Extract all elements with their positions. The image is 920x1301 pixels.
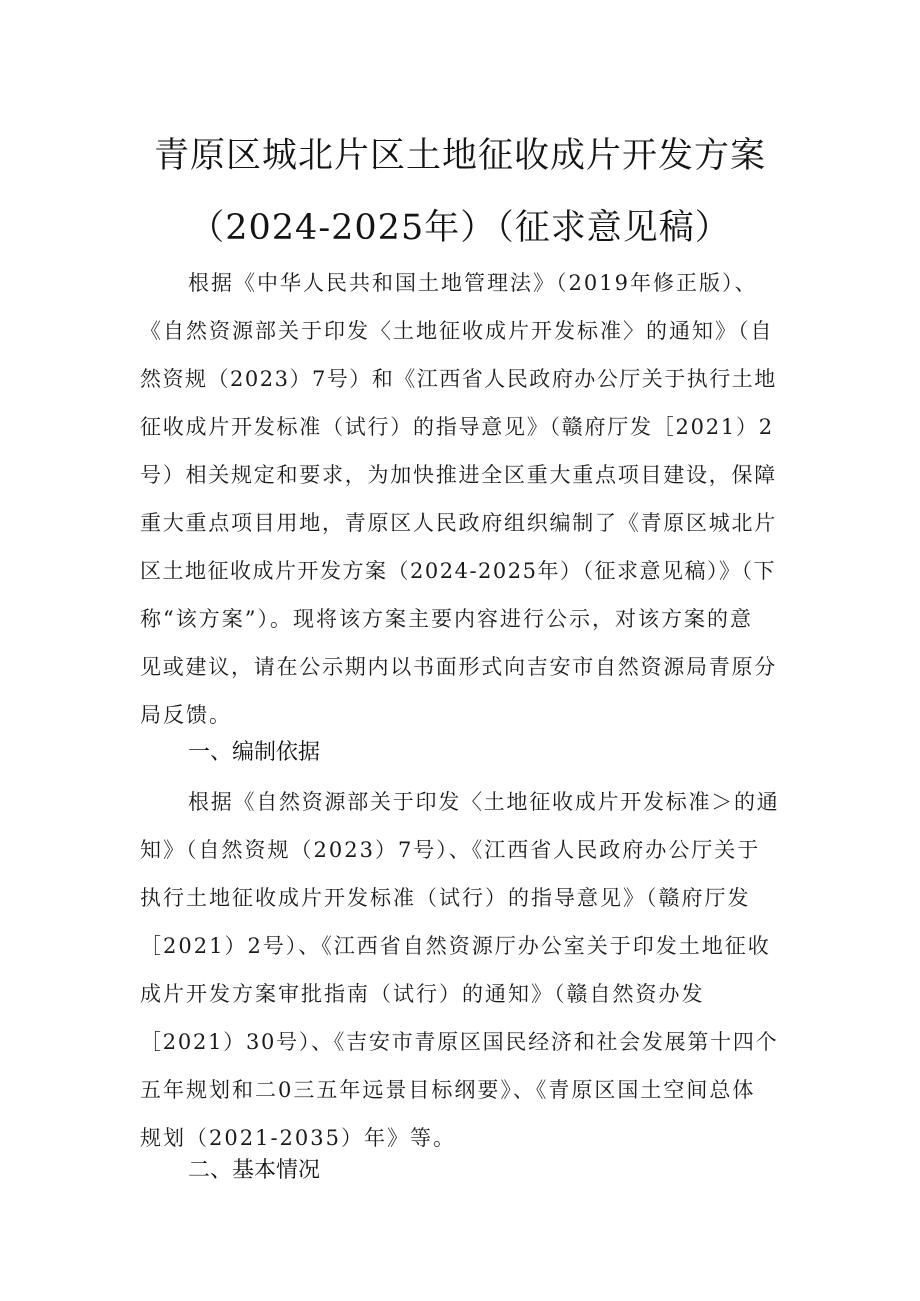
intro-line: 征收成片开发标准（试行）的指导意见》（赣府厅发［2021）2 [140,415,774,439]
intro-line: 号）相关规定和要求，为加快推进全区重大重点项目建设，保障 [140,463,777,487]
basis-line: ［2021）2号）、《江西省自然资源厅办公室关于印发土地征收 [140,934,771,958]
basis-line: 成片开发方案审批指南（试行）的通知》（赣自然资办发 [140,982,705,1006]
basis-line: 根据《自然资源部关于印发〈土地征收成片开发标准＞的通 [188,790,780,814]
intro-line: 称“该方案”）。现将该方案主要内容进行公示，对该方案的意 [140,607,753,631]
intro-line: 重大重点项目用地，青原区人民政府组织编制了《青原区城北片 [140,511,777,535]
basis-line: 知》（自然资规（2023）7号）、《江西省人民政府办公厅关于 [140,838,761,862]
intro-line: 区土地征收成片开发方案（2024-2025年）（征求意见稿）》（下 [140,559,776,583]
basis-line: ［2021）30号）、《吉安市青原区国民经济和社会发展第十四个 [140,1030,779,1054]
basis-line: 规划（2021-2035）年》等。 [140,1126,456,1150]
document-title: 青原区城北片区土地征收成片开发方案 [153,136,766,176]
intro-line: 然资规（2023）7号）和《江西省人民政府办公厅关于执行土地 [140,367,777,391]
intro-line: 局反馈。 [140,703,232,727]
document-subtitle: （2024-2025年）（征求意见稿） [189,208,731,248]
intro-line: 见或建议，请在公示期内以书面形式向吉安市自然资源局青原分 [140,655,777,679]
basis-line: 执行土地征收成片开发标准（试行）的指导意见》（赣府厅发 [140,886,751,910]
intro-line: 《自然资源部关于印发〈土地征收成片开发标准〉的通知》（自 [140,319,774,343]
basis-line: 五年规划和二0三五年远景目标纲要》、《青原区国土空间总体 [140,1078,756,1102]
section-heading-basic-info: 二、基本情况 [188,1158,321,1183]
section-heading-basis: 一、编制依据 [188,740,321,765]
intro-line: 根据《中华人民共和国土地管理法》（2019年修正版）、 [188,271,758,295]
